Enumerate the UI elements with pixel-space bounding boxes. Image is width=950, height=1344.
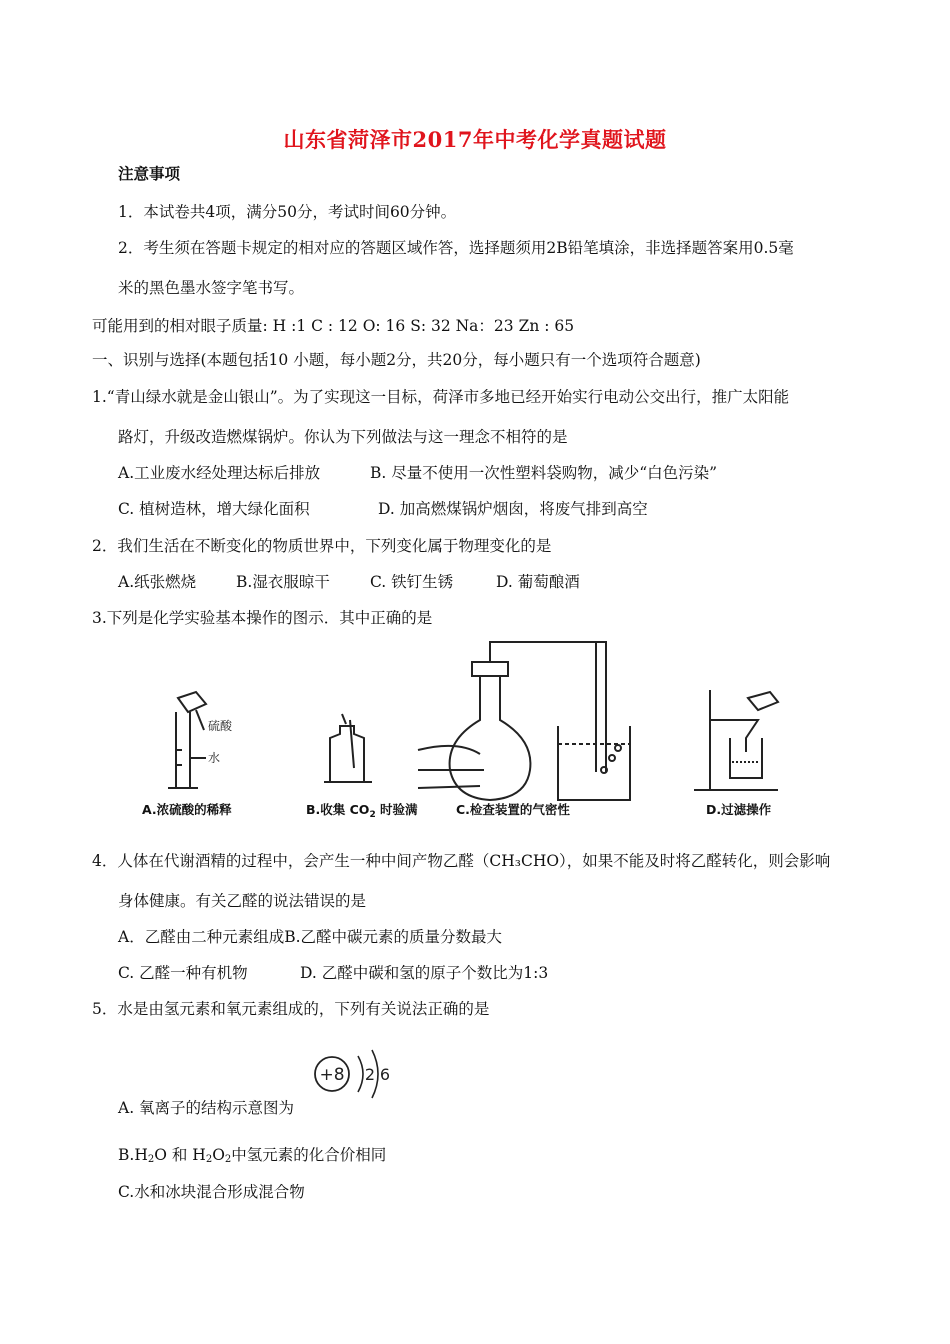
oxygen-ion-structure-diagram: [308, 1042, 408, 1102]
q5-stem: 5．水是由氢元素和氧元素组成的，下列有关说法正确的是: [92, 1000, 490, 1018]
figure-a-dilution: [168, 692, 206, 788]
shell-2-electrons: 6: [379, 1065, 391, 1084]
notice-item-2: 2．考生须在答题卡规定的相对应的答题区域作答，选择题须用2B铅笔填涂，非选择题答案用0.5毫: [118, 239, 794, 257]
shell-1-electrons: 2: [364, 1065, 376, 1084]
figure-d-filtration: [694, 690, 778, 790]
q5-option-b: $B.H_2O$ 和 $H_2O_2$中氢元素的化合价相同: [118, 1146, 387, 1165]
section-heading: 一、识别与选择(本题包括10 小题，每小题2分，共20分，每小题只有一个选项符合题意): [92, 351, 701, 369]
q1-option-a: A.工业废水经处理达标后排放: [118, 464, 321, 482]
q5-option-c: C.水和冰块混合形成混合物: [118, 1183, 305, 1201]
lab-operations-figure: [118, 640, 838, 820]
notice-item-1: 1．本试卷共4项，满分50分，考试时间60分钟。: [118, 203, 457, 221]
q3-stem: 3.下列是化学实验基本操作的图示．其中正确的是: [92, 609, 433, 627]
notice-item-2-cont: 米的黑色墨水签字笔书写。: [118, 279, 305, 297]
label-water: 水: [208, 751, 221, 765]
atomic-masses: 可能用到的相对眼子质量: H :1 C : 12 O: 16 S: 32 Na：23 Zn : 65: [92, 317, 575, 335]
caption-b: B.收集 $CO_2$ 时验满: [306, 802, 418, 820]
caption-a: A.浓硫酸的稀释: [142, 802, 232, 817]
q2-option-b: B.湿衣服晾干: [236, 573, 330, 591]
q1-option-d: D. 加高燃煤锅炉烟囱，将废气排到高空: [378, 500, 648, 518]
q2-option-a: A.纸张燃烧: [118, 573, 197, 591]
q1-stem: 1.“青山绿水就是金山银山”。为了实现这一目标，荷泽市多地已经开始实行电动公交出行，推广太阳能: [92, 388, 790, 406]
q1-stem-cont: 路灯，升级改造燃煤锅炉。你认为下列做法与这一理念不相符的是: [118, 428, 568, 446]
notice-heading: 注意事项: [118, 164, 181, 183]
nucleus-charge: +8: [319, 1065, 345, 1085]
caption-c: C.检查装置的气密性: [456, 802, 570, 817]
figure-c-airtightness: [418, 642, 630, 800]
q2-option-d: D. 葡萄酿酒: [496, 573, 580, 591]
q4-stem: 4．人体在代谢酒精的过程中，会产生一种中间产物乙醛（CH₃CHO），如果不能及时将乙醛转化，则会影响: [92, 852, 831, 870]
q4-option-ab: A．乙醛由二种元素组成B.乙醛中碳元素的质量分数最大: [118, 928, 503, 946]
page-title: 山东省菏泽市2017年中考化学真题试题: [283, 127, 667, 152]
q2-option-c: C. 铁钉生锈: [370, 573, 454, 591]
q5-option-a: A. 氧离子的结构示意图为: [118, 1099, 295, 1117]
figure-b-gas-bottle: [324, 714, 372, 782]
caption-d: D.过滤操作: [706, 802, 772, 817]
label-sulfuric-acid: 硫酸: [208, 719, 233, 733]
q4-option-c: C. 乙醛一种有机物: [118, 964, 248, 982]
q4-option-d: D. 乙醛中碳和氢的原子个数比为1:3: [300, 964, 549, 982]
q4-stem-cont: 身体健康。有关乙醛的说法错误的是: [118, 892, 367, 910]
q2-stem: 2．我们生活在不断变化的物质世界中，下列变化属于物理变化的是: [92, 537, 552, 555]
q1-option-c: C. 植树造林，增大绿化面积: [118, 500, 310, 518]
q1-option-b: B. 尽量不使用一次性塑料袋购物，减少“白色污染”: [370, 464, 718, 482]
